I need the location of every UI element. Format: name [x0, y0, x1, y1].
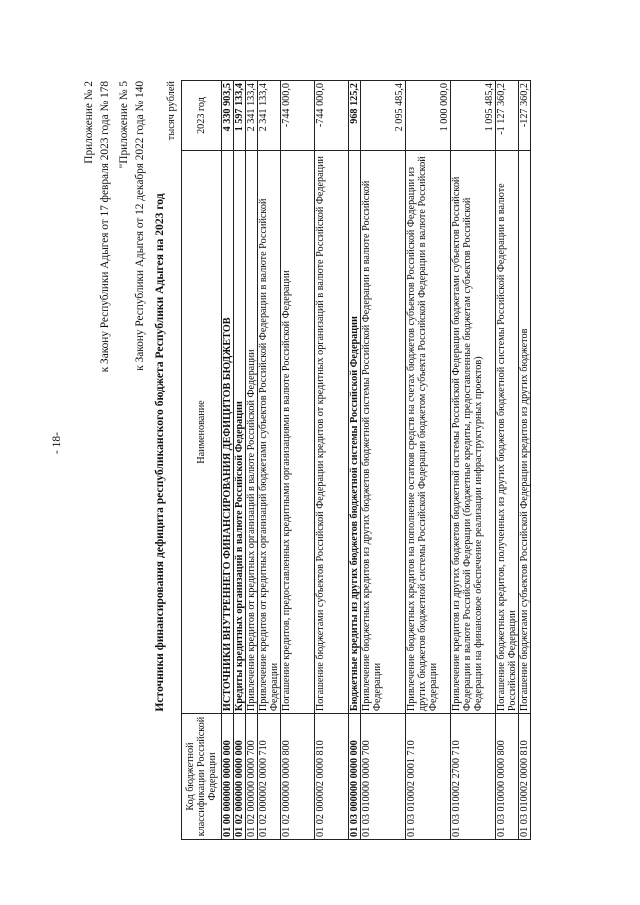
row-amount: 1 597 133,4	[234, 81, 246, 151]
row-code: 01 02 000000 0000 800	[281, 714, 315, 840]
row-name: Кредиты кредитных организаций в валюте Российской Федерации	[234, 151, 246, 714]
row-amount: -744 000,0	[315, 81, 349, 151]
table-row	[315, 81, 349, 840]
table-row	[281, 81, 315, 840]
row-code: 01 03 010002 2700 710	[451, 714, 496, 840]
row-amount: 4 330 903,5	[222, 81, 234, 151]
row-name: Привлечение кредитов от кредитных организаций в валюте Российской Федерации	[246, 151, 258, 714]
row-name: Привлечение бюджетных кредитов из других бюджетов бюджетной системы Российской Федерации в валюте Российской Федерации	[361, 151, 406, 714]
table-row	[451, 81, 496, 840]
row-amount: 1 095 485,4	[451, 81, 496, 151]
document-title: Источники финансирования дефицита республиканского бюджета Республики Адыгея на 2023 год	[153, 193, 166, 712]
row-code: 01 03 010000 0000 800	[496, 714, 519, 840]
row-code: 01 03 000000 0000 000	[349, 714, 361, 840]
row-code: 01 03 010002 0000 810	[519, 714, 531, 840]
row-name: Привлечение кредитов от кредитных организаций бюджетами субъектов Российской Федерации в валюте Российской Федерации	[258, 151, 281, 714]
row-name: Погашение кредитов, предоставленных кредитными организациями в валюте Российской Федерации	[281, 151, 315, 714]
row-amount: 1 000 000,0	[406, 81, 451, 151]
row-amount: -744 000,0	[281, 81, 315, 151]
row-amount: 2 341 133,4	[246, 81, 258, 151]
table-row	[234, 81, 246, 840]
row-code: 01 02 000002 0000 810	[315, 714, 349, 840]
row-code: 01 03 010002 0001 710	[406, 714, 451, 840]
row-name: ИСТОЧНИКИ ВНУТРЕННЕГО ФИНАНСИРОВАНИЯ ДЕФИЦИТОВ БЮДЖЕТОВ	[222, 151, 234, 714]
row-name: Бюджетные кредиты из других бюджетов бюджетной системы Российской Федерации	[349, 151, 361, 714]
unit-label: тысяч рублей	[166, 81, 177, 141]
row-name: Погашение бюджетами субъектов Российской Федерации кредитов из других бюджетов	[519, 151, 531, 714]
row-name: Погашение бюджетных кредитов, полученных из других бюджетов бюджетной системы Российской Федерации в валюте Российской Федерации	[496, 151, 519, 714]
row-amount: 2 341 133,4	[258, 81, 281, 151]
table-row	[222, 81, 234, 840]
row-amount: -127 360,2	[519, 81, 531, 151]
row-name: Привлечение бюджетных кредитов на пополнение остатков средств на счетах бюджетов субъектов Российской Федерации из других бюджетов бюджетной системы Российской Федерации бюджетом субъекта Российской Федерации в валюте Российской Федерации	[406, 151, 451, 714]
original-appendix-label: "Приложение № 5	[118, 81, 130, 169]
appendix-law-ref: к Закону Республики Адыгея от 17 февраля 2023 года № 178	[99, 81, 111, 373]
table-row	[246, 81, 258, 840]
table-row	[349, 81, 361, 840]
table-row	[258, 81, 281, 840]
header-code: Код бюджетной классификации Российской Федерации	[182, 714, 222, 840]
row-amount: 2 095 485,4	[361, 81, 406, 151]
row-code: 01 02 000000 0000 000	[234, 714, 246, 840]
row-name: Погашение бюджетами субъектов Российской Федерации кредитов от кредитных организаций в валюте Российской Федерации	[315, 151, 349, 714]
original-law-ref: к Закону Республики Адыгея от 12 декабря 2022 года № 140	[134, 81, 146, 371]
header-name: Наименование	[182, 151, 222, 714]
page-number: - 18-	[51, 431, 63, 455]
row-name: Привлечение кредитов из других бюджетов бюджетной системы Российской Федерации бюджетами субъектов Российской Федерации в валюте Российской Федерации (бюджетные кредиты, предоставленные бюджетам субъектов Российской Федерации на финансовое обеспечение реализации инфраструктурных проектов)	[451, 151, 496, 714]
rotated-page	[83, 65, 563, 840]
table-row	[519, 81, 531, 840]
row-amount: 968 125,2	[349, 81, 361, 151]
row-code: 01 03 010000 0000 700	[361, 714, 406, 840]
row-code: 01 00 000000 0000 000	[222, 714, 234, 840]
row-amount: -1 127 360,2	[496, 81, 519, 151]
row-code: 01 02 000000 0000 700	[246, 714, 258, 840]
table-row	[496, 81, 519, 840]
header-year: 2023 год	[182, 81, 222, 151]
appendix-label: Приложение № 2	[83, 81, 95, 164]
financing-sources-table	[181, 80, 531, 840]
table-row	[406, 81, 451, 840]
table-row	[361, 81, 406, 840]
row-code: 01 02 000002 0000 710	[258, 714, 281, 840]
